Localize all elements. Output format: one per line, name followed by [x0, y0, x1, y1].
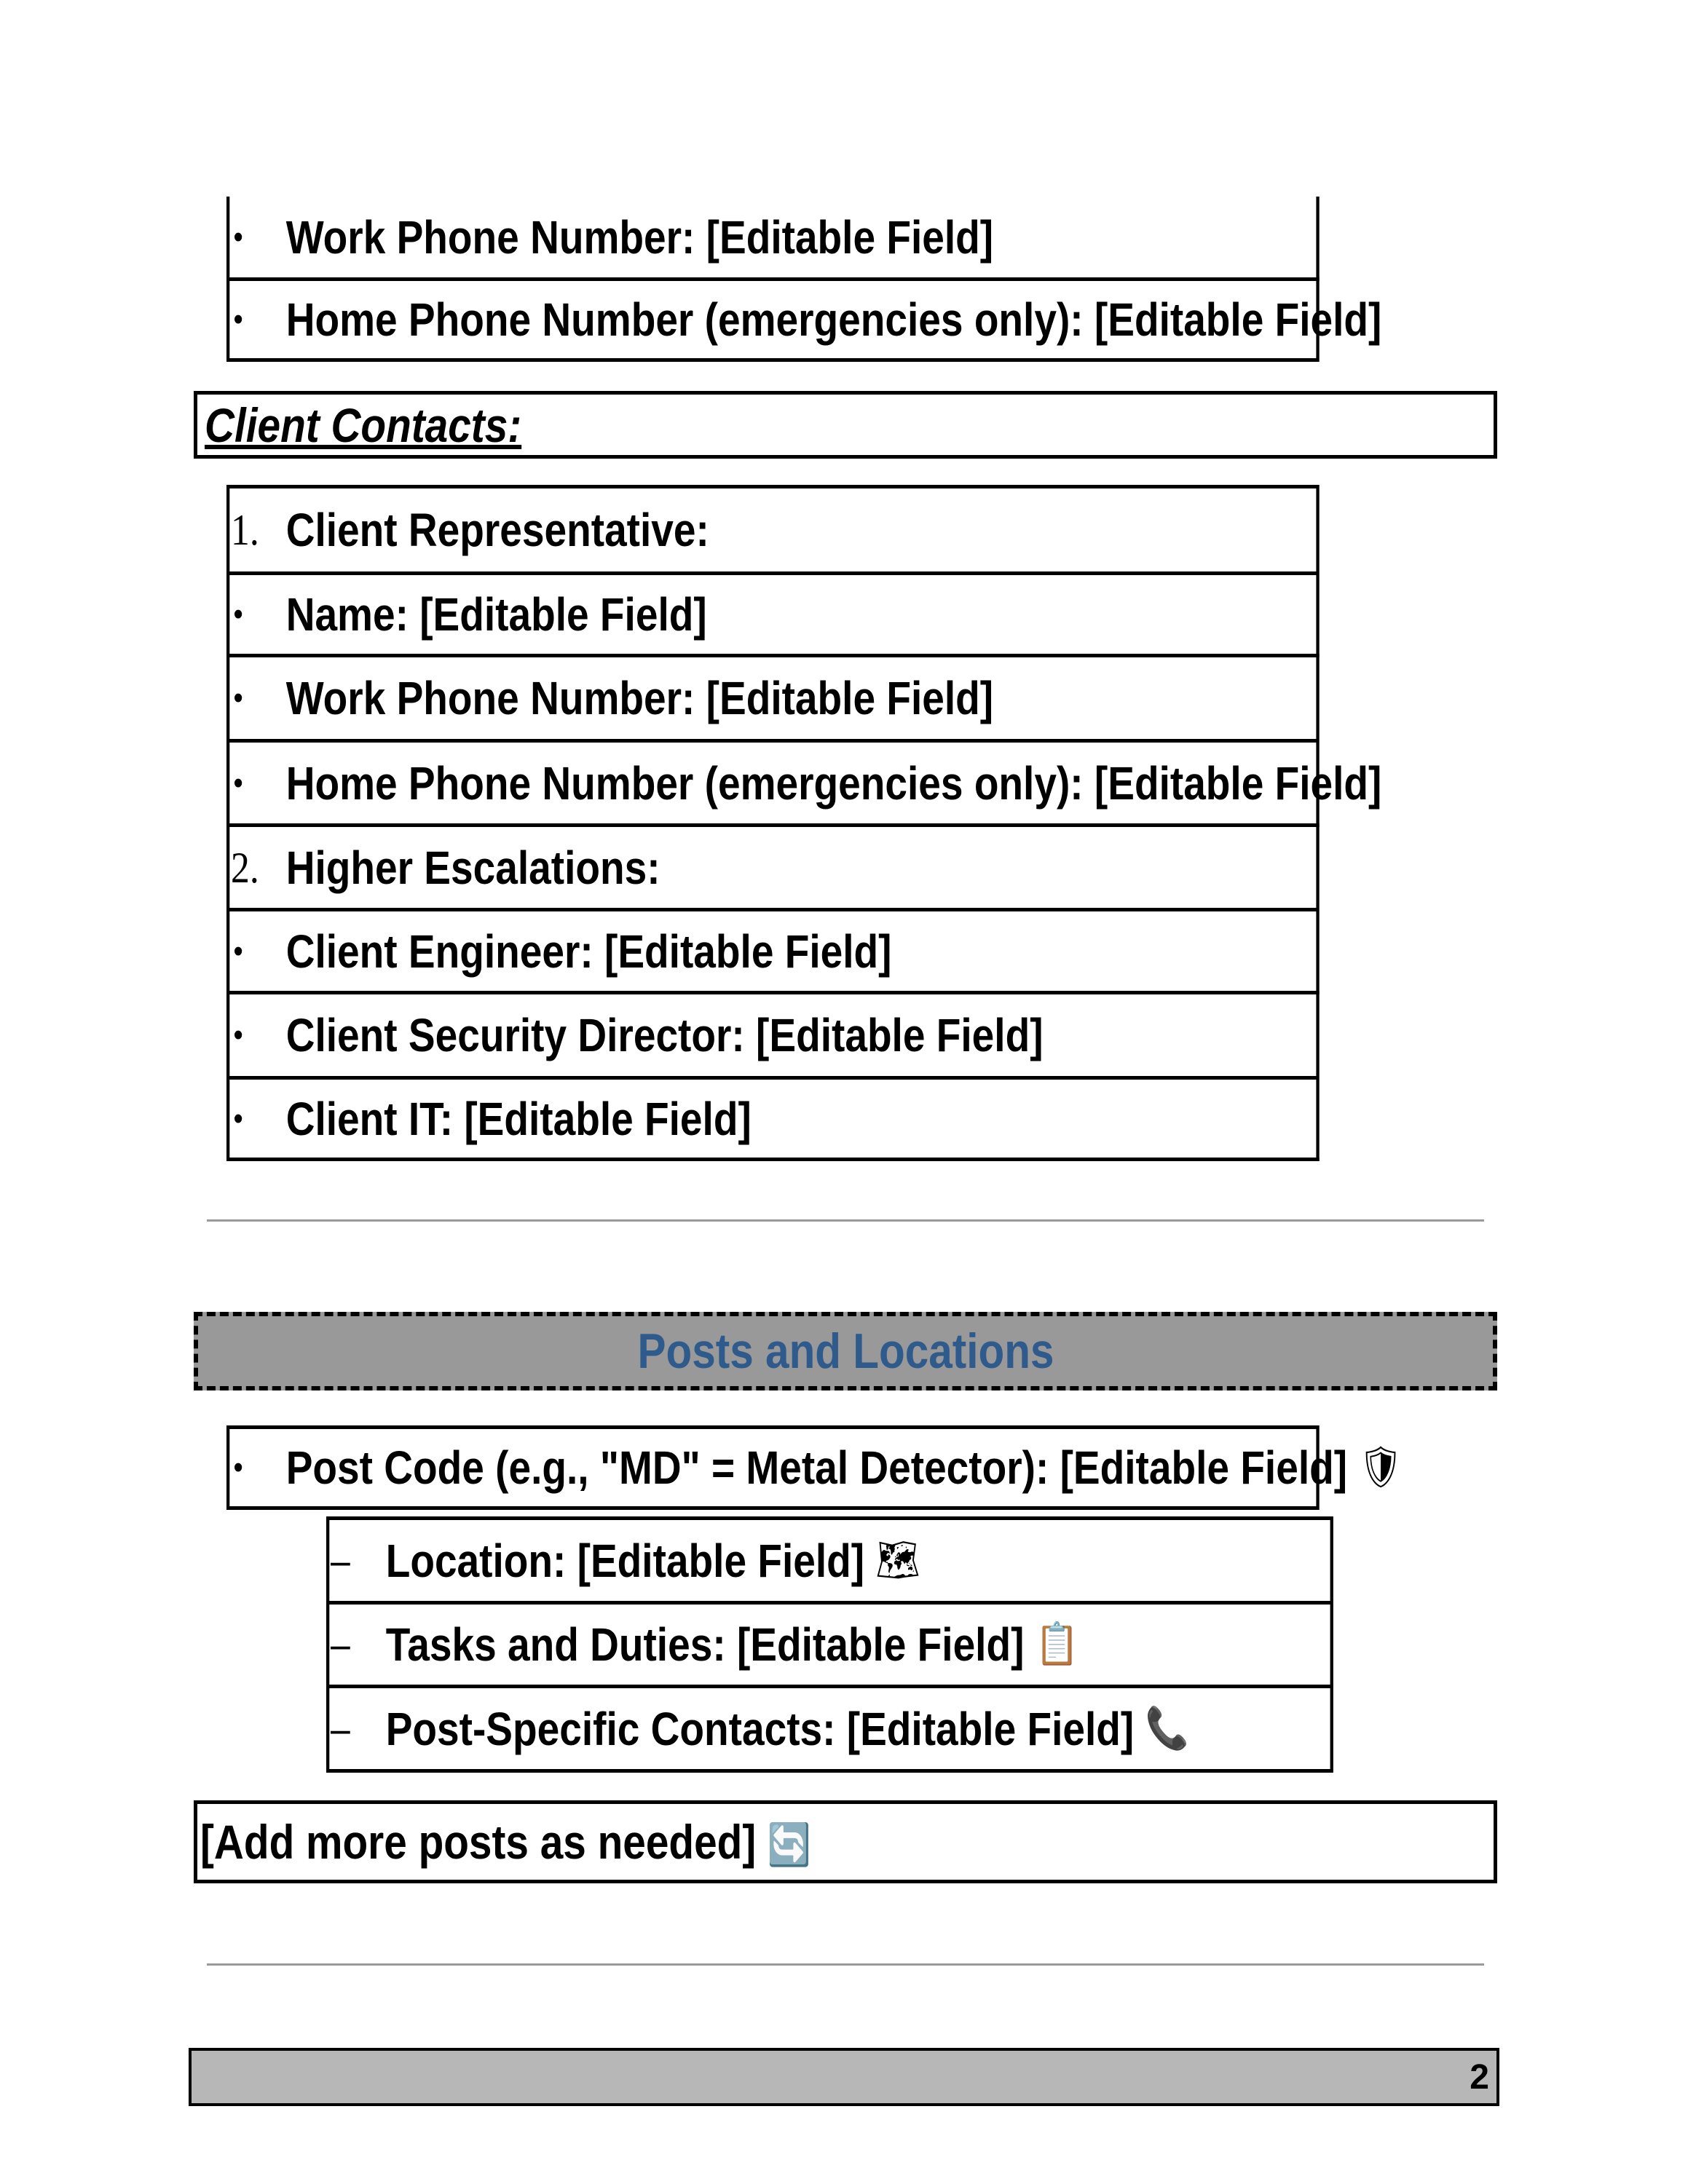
phone-icon: 📞 — [1145, 1704, 1189, 1752]
tasks-duties-field[interactable]: Tasks and Duties: [Editable Field] — [385, 1618, 1025, 1671]
list-item — [226, 277, 1382, 362]
list-item — [226, 743, 1382, 827]
add-more-posts[interactable] — [194, 1800, 1497, 1883]
page-number: 2 — [1470, 2057, 1489, 2097]
client-contacts-heading: Client Contacts: — [194, 391, 1497, 459]
bullet-marker: • — [233, 1017, 243, 1053]
dash-marker: – — [331, 1621, 350, 1667]
list-item — [326, 1605, 1333, 1688]
bullet-marker: • — [233, 764, 243, 801]
rep-home-phone-field[interactable]: Home Phone Number (emergencies only): [Editable Field] — [285, 756, 1382, 810]
client-representative-label: Client Representative: — [285, 504, 709, 556]
client-security-director-field[interactable]: Client Security Director: [Editable Field] — [285, 1009, 1044, 1061]
list-item — [226, 197, 1320, 281]
bullet-marker: • — [233, 301, 243, 337]
list-item — [226, 911, 1320, 994]
horizontal-divider — [207, 1219, 1484, 1222]
bullet-marker: • — [233, 933, 243, 969]
bullet-marker: • — [233, 1100, 243, 1136]
page-footer — [189, 2048, 1499, 2106]
client-it-field[interactable]: Client IT: [Editable Field] — [285, 1092, 752, 1145]
bullet-marker: • — [233, 680, 243, 716]
client-engineer-field[interactable]: Client Engineer: [Editable Field] — [285, 925, 892, 978]
post-contacts-field[interactable]: Post-Specific Contacts: [Editable Field] — [385, 1702, 1135, 1755]
dash-marker: – — [331, 1705, 350, 1752]
refresh-icon: 🔄 — [767, 1821, 811, 1869]
list-item — [226, 991, 1320, 1080]
bullet-marker: • — [233, 596, 243, 632]
posts-locations-heading: Posts and Locations — [194, 1312, 1497, 1390]
higher-escalations-label: Higher Escalations: — [285, 841, 660, 894]
bullet-marker: • — [233, 218, 243, 255]
list-item — [326, 1516, 1333, 1605]
list-item — [226, 485, 1320, 575]
rep-work-phone-field[interactable]: Work Phone Number: [Editable Field] — [285, 672, 994, 724]
clipboard-icon: 📋 — [1035, 1621, 1079, 1668]
location-field[interactable]: Location: [Editable Field] — [385, 1534, 865, 1587]
list-item — [226, 575, 1320, 657]
list-item — [226, 654, 1320, 743]
dash-marker: – — [331, 1537, 350, 1583]
number-marker: 2. — [231, 843, 259, 892]
bullet-marker: • — [233, 1449, 243, 1485]
list-item — [226, 823, 1320, 911]
work-phone-label[interactable]: Work Phone Number: [Editable Field] — [285, 210, 994, 264]
list-item — [226, 1080, 1320, 1161]
home-phone-label[interactable]: Home Phone Number (emergencies only): [Editable Field] — [285, 293, 1382, 346]
map-icon: 🗺 — [875, 1536, 920, 1584]
list-item — [326, 1685, 1333, 1773]
shield-icon: 🛡 — [1358, 1444, 1403, 1491]
horizontal-divider — [207, 1963, 1484, 1966]
number-marker: 1. — [231, 506, 259, 554]
post-code-field[interactable]: Post Code (e.g., "MD" = Metal Detector): [Editable Field] — [285, 1441, 1348, 1494]
add-more-label: [Add more posts as needed] — [200, 1815, 757, 1869]
list-item — [226, 1425, 1403, 1510]
rep-name-field[interactable]: Name: [Editable Field] — [285, 588, 707, 641]
